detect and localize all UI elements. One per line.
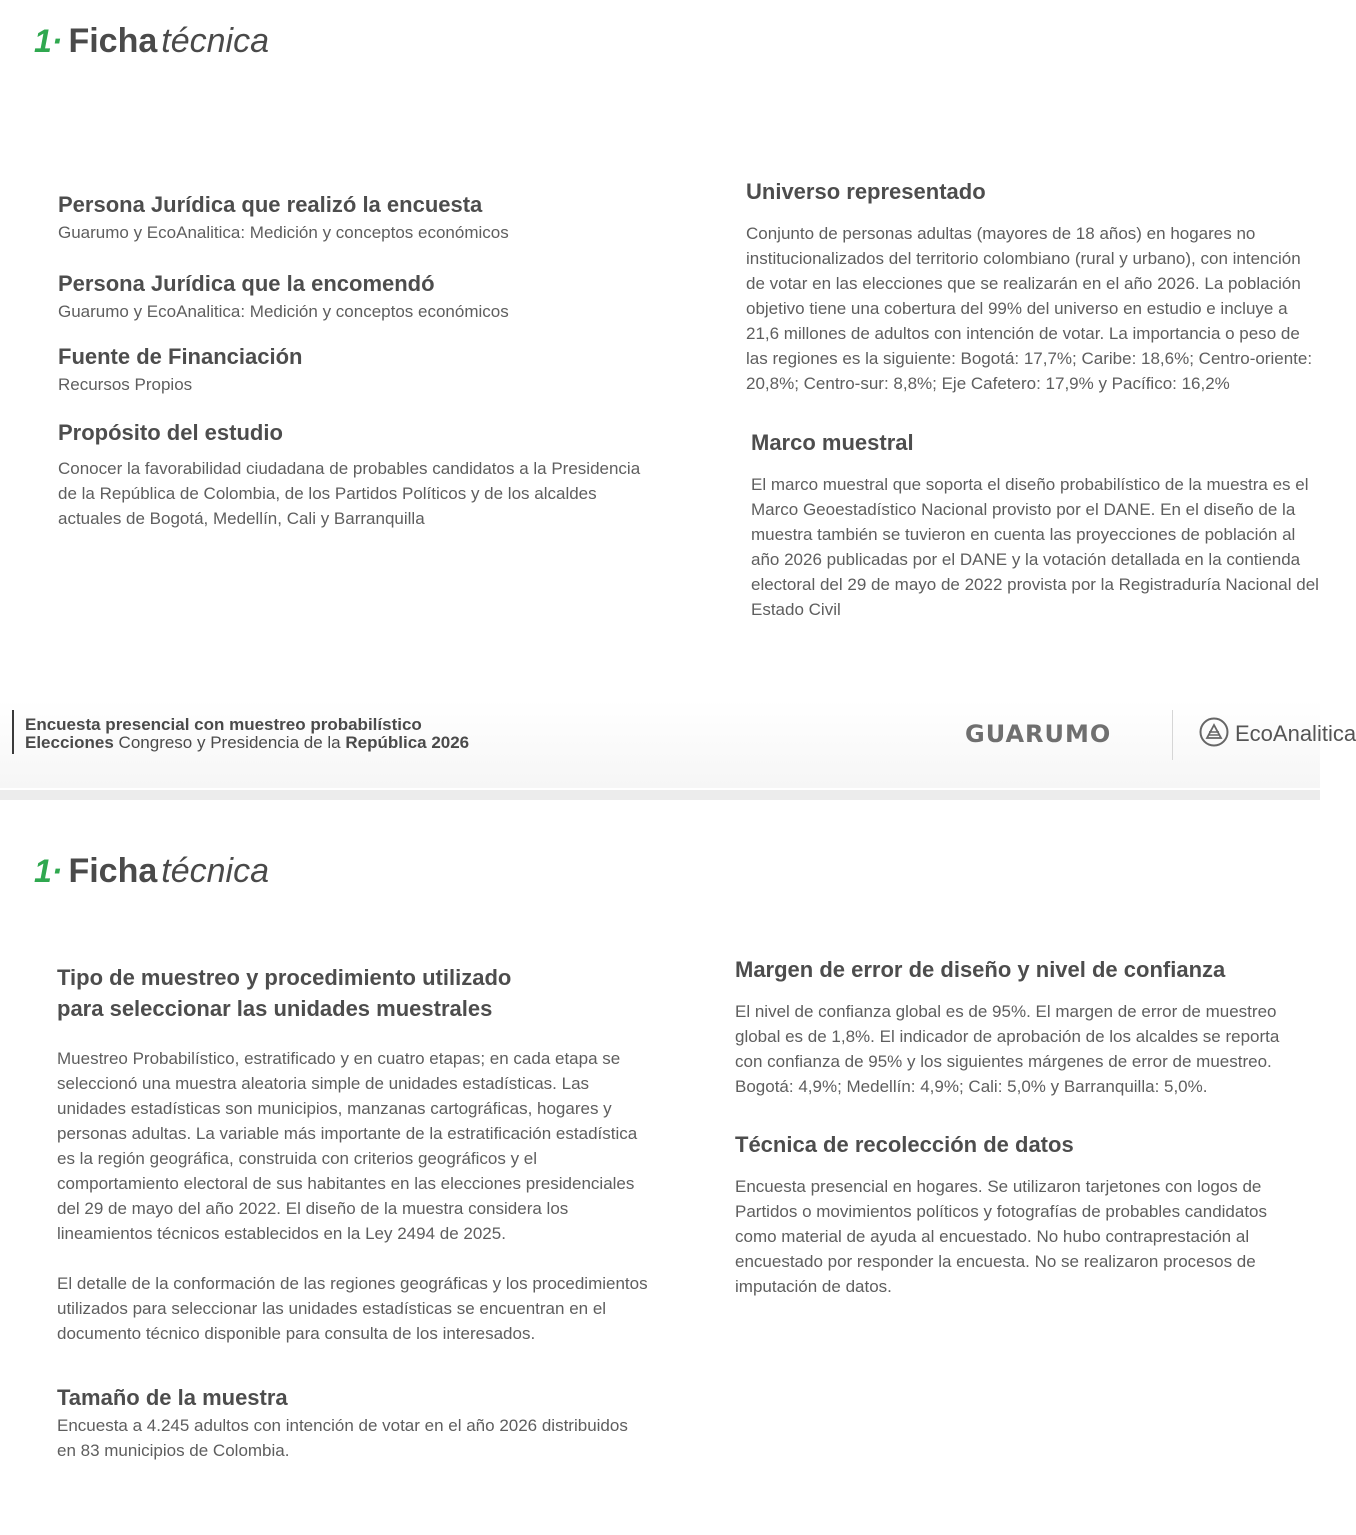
footer-caption xyxy=(25,716,469,752)
footer-line2-c: República 2026 xyxy=(345,733,470,752)
block-text: Conjunto de personas adultas (mayores de 18 años) en hogares no institucionalizados del territorio colombiano (rural y urbano), con intención de votar en las elecciones que se realizarán en el año 2026. La población objetivo tiene una cobertura del 99% del universo en estudio e incluye a 21,6 millones de adultos con intención de votar. La importancia o peso de las regiones es la siguiente: Bogotá: 17,7%; Caribe: 18,6%; Centro-oriente: 20,8%; Centro-sur: 8,8%; Eje Cafetero: 17,9% y Pacífico: 16,2% xyxy=(746,224,1313,393)
guarumo-logo: GUARUMO xyxy=(965,720,1112,748)
slide-separator xyxy=(0,790,1320,800)
footer-line2-a: Elecciones xyxy=(25,733,114,752)
block-text: Guarumo y EcoAnalitica: Medición y conceptos económicos xyxy=(58,223,509,242)
block-heading: Técnica de recolección de datos xyxy=(735,1132,1074,1157)
block-heading: Marco muestral xyxy=(751,430,914,455)
block-heading: Persona Jurídica que realizó la encuesta xyxy=(58,192,483,217)
block-text: El marco muestral que soporta el diseño probabilístico de la muestra es el Marco Geoestadístico Nacional provisto por el DANE. En el diseño de la muestra también se tuvieron en cuenta las proyecciones de población al año 2026 publicadas por el DANE y la votación detallada en la contienda electoral del 29 de mayo de 2022 provista por la Registraduría Nacional del Estado Civil xyxy=(751,475,1319,619)
logo-divider xyxy=(1172,710,1173,760)
ecoanalitica-logo-icon xyxy=(1199,717,1229,747)
block-text: Guarumo y EcoAnalitica: Medición y conceptos económicos xyxy=(58,302,509,321)
block-heading: Margen de error de diseño y nivel de confianza xyxy=(735,957,1226,982)
block-text: Muestreo Probabilístico, estratificado y en cuatro etapas; en cada etapa se seleccionó una muestra aleatoria simple de unidades estadísticas. Las unidades estadísticas son municipios, manzanas cartográficas, hogares y personas adultas. La variable más importante de la estratificación estadística es la región geográfica, construida con criterios geográficos y el comportamiento electoral de sus habitantes en las elecciones presidenciales del 29 de mayo del año 2022. El diseño de la muestra considera los lineamientos técnicos establecidos en la Ley 2494 de 2025. xyxy=(57,1049,638,1243)
block-purpose xyxy=(58,418,640,531)
title-italic: técnica xyxy=(161,852,269,890)
section-number: 1· xyxy=(34,853,63,889)
footer-line1: Encuesta presencial con muestreo probabilístico xyxy=(25,715,422,734)
footer-line2-b: Congreso y Presidencia de la xyxy=(113,733,346,752)
block-data-collection xyxy=(735,1130,1267,1299)
slide-2 xyxy=(0,800,1320,1535)
block-entity-commissioned xyxy=(58,269,509,324)
block-universe xyxy=(746,177,1312,396)
block-heading: Fuente de Financiación xyxy=(58,344,303,369)
footer-accent-bar xyxy=(12,710,14,754)
slide-title xyxy=(34,852,269,891)
block-sample-size xyxy=(57,1383,628,1463)
footer xyxy=(0,700,1356,788)
block-heading: Tamaño de la muestra xyxy=(57,1385,288,1410)
ecoanalitica-logo-text: EcoAnalitica xyxy=(1235,721,1356,746)
block-text-secondary: El detalle de la conformación de las regiones geográficas y los procedimientos utilizados para seleccionar las unidades estadísticas se encuentran en el documento técnico disponible para consulta de los interesados. xyxy=(57,1274,648,1343)
block-funding xyxy=(58,342,302,397)
title-bold: Ficha xyxy=(68,852,158,890)
block-heading: Persona Jurídica que la encomendó xyxy=(58,271,435,296)
block-text: Recursos Propios xyxy=(58,375,193,394)
block-heading: Universo representado xyxy=(746,179,986,204)
title-bold: Ficha xyxy=(68,22,158,60)
block-heading: Propósito del estudio xyxy=(58,420,283,445)
block-margin-of-error xyxy=(735,955,1279,1099)
section-number: 1· xyxy=(34,23,63,59)
block-text: El nivel de confianza global es de 95%. El margen de error de muestreo global es de 1,8%. El indicador de aprobación de los alcaldes se reporta con confianza de 95% y los siguientes márgenes de error de muestreo. Bogotá: 4,9%; Medellín: 4,9%; Cali: 5,0% y Barranquilla: 5,0%. xyxy=(735,1002,1280,1096)
title-italic: técnica xyxy=(161,22,269,60)
slide-title xyxy=(34,22,269,61)
block-sampling-frame xyxy=(751,428,1319,622)
block-text: Encuesta a 4.245 adultos con intención de votar en el año 2026 distribuidos en 83 municipios de Colombia. xyxy=(57,1416,628,1460)
block-entity-conducted xyxy=(58,190,509,245)
block-text: Encuesta presencial en hogares. Se utilizaron tarjetones con logos de Partidos o movimientos políticos y fotografías de probables candidatos como material de ayuda al encuestado. No hubo contraprestación al encuestado por responder la encuesta. No se realizaron procesos de imputación de datos. xyxy=(735,1177,1268,1296)
block-sampling-type xyxy=(57,962,648,1346)
block-heading: Tipo de muestreo y procedimiento utilizado para seleccionar las unidades muestrales xyxy=(57,965,512,1021)
block-text: Conocer la favorabilidad ciudadana de probables candidatos a la Presidencia de la República de Colombia, de los Partidos Políticos y de los alcaldes actuales de Bogotá, Medellín, Cali y Barranquilla xyxy=(58,459,641,528)
